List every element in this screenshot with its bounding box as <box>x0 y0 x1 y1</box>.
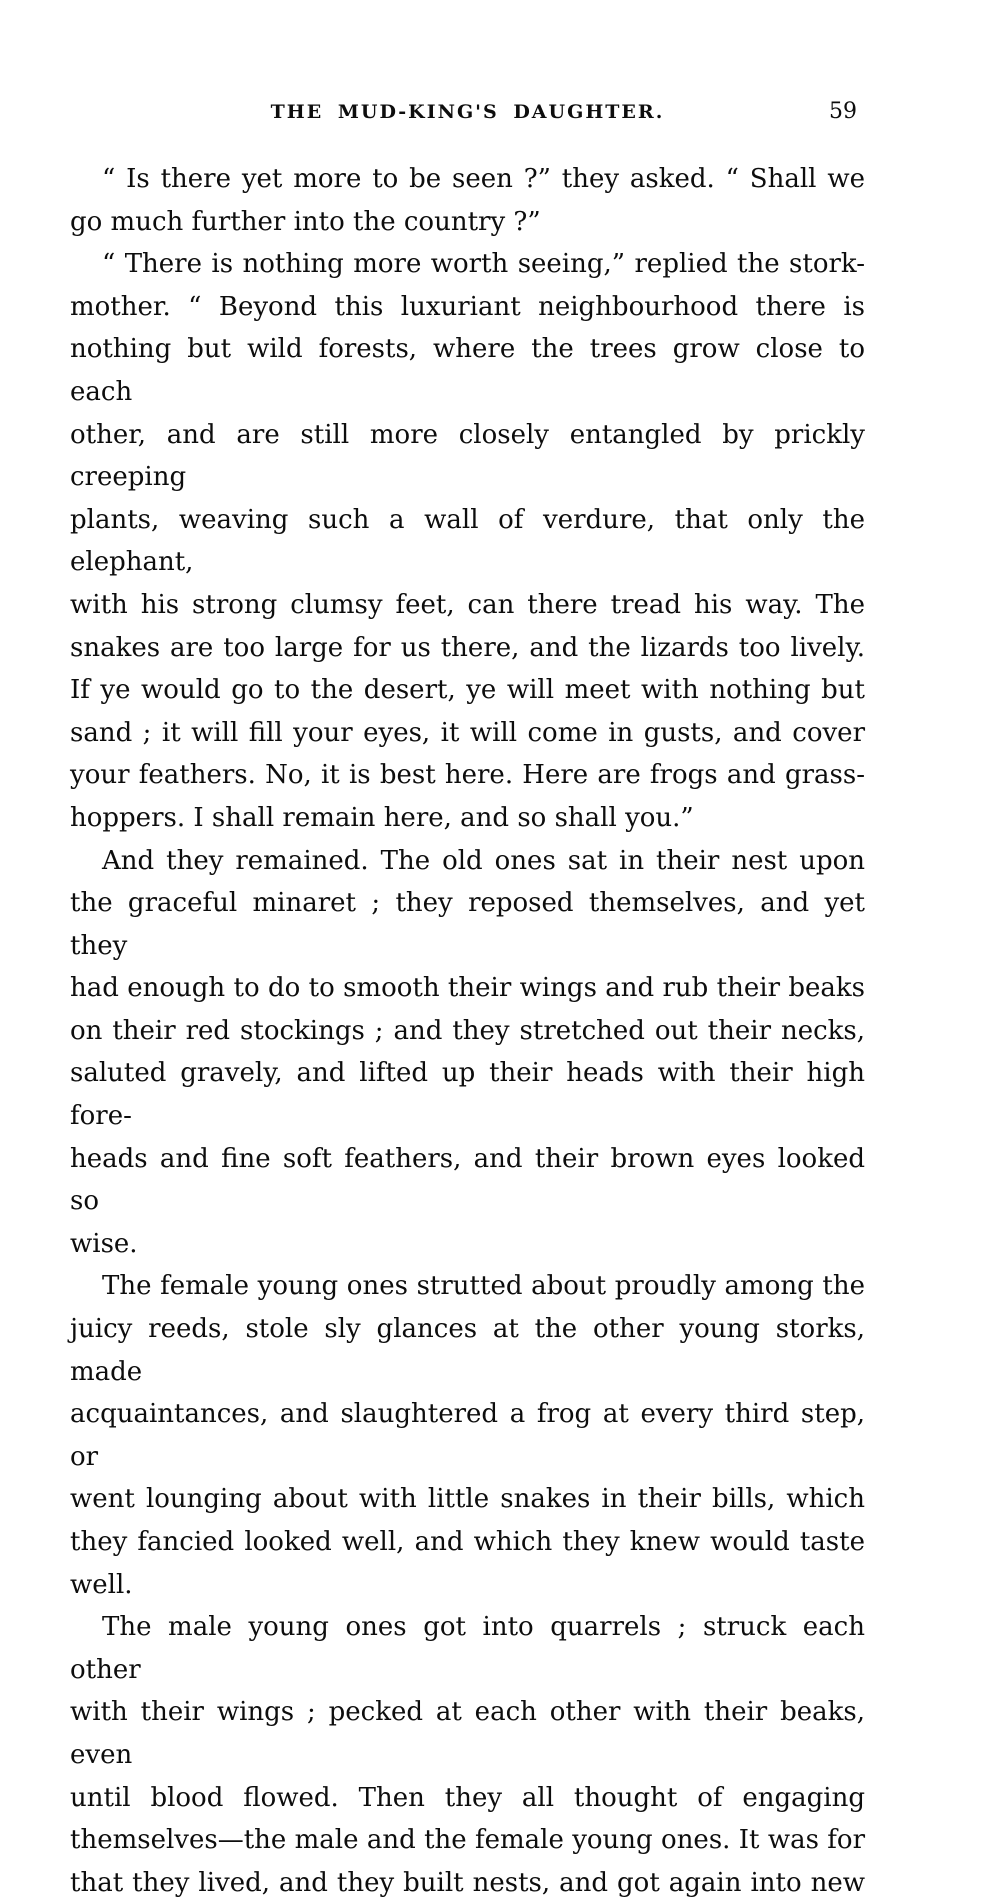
text-line: on their red stockings ; and they stretched out their necks, <box>70 1015 865 1046</box>
running-header <box>70 101 865 131</box>
text-line: saluted gravely, and lifted up their heads with their high fore- <box>70 1058 865 1132</box>
text-line: snakes are too large for us there, and the lizards too lively. <box>70 632 865 663</box>
text-line: other, and are still more closely entangled by prickly creeping <box>70 419 865 493</box>
paragraph <box>70 1265 865 1606</box>
text-line: hoppers. I shall remain here, and so shall you.” <box>70 802 694 833</box>
body-text <box>70 158 865 1904</box>
text-line: “ Is there yet more to be seen ?” they asked. “ Shall we <box>102 164 865 194</box>
text-line: The female young ones strutted about proudly among the <box>102 1271 865 1302</box>
text-line: heads and fine soft feathers, and their brown eyes looked so <box>70 1143 865 1217</box>
text-line: with their wings ; pecked at each other with their beaks, even <box>70 1697 865 1770</box>
paragraph <box>70 840 865 1266</box>
text-line: If ye would go to the desert, ye will meet with nothing but <box>70 675 865 706</box>
text-line: plants, weaving such a wall of verdure, that only the elephant, <box>70 504 865 578</box>
paragraph <box>70 1606 865 1904</box>
text-line: sand ; it will fill your eyes, it will come in gusts, and cover <box>70 717 865 748</box>
text-line: wise. <box>70 1228 138 1259</box>
running-header-title: THE MUD-KING'S DAUGHTER. <box>270 101 665 123</box>
page-number: 59 <box>829 99 857 124</box>
paragraph <box>70 158 865 243</box>
text-line: And they remained. The old ones sat in their nest upon <box>102 845 865 876</box>
text-line: with his strong clumsy feet, can there tread his way. The <box>70 589 865 620</box>
text-line: “ There is nothing more worth seeing,” replied the stork- <box>102 249 865 280</box>
text-line: well. <box>70 1569 133 1600</box>
text-line: had enough to do to smooth their wings and rub their beaks <box>70 973 865 1004</box>
text-line: your feathers. No, it is best here. Here are frogs and grass- <box>70 760 865 791</box>
text-line: until blood flowed. Then they all thought of engaging <box>70 1782 865 1813</box>
text-line: they fancied looked well, and which they knew would taste <box>70 1527 865 1557</box>
text-line: that they lived, and they built nests, and got again into new <box>70 1867 865 1898</box>
text-line: juicy reeds, stole sly glances at the other young storks, made <box>70 1314 865 1387</box>
text-line: themselves—the male and the female young ones. It was for <box>70 1825 865 1856</box>
text-line: went lounging about with little snakes in their bills, which <box>70 1484 865 1515</box>
text-line: go much further into the country ?” <box>70 206 541 237</box>
text-line: The male young ones got into quarrels ; struck each other <box>70 1612 865 1685</box>
text-line: mother. “ Beyond this luxuriant neighbourhood there is <box>70 291 865 322</box>
paragraph <box>70 243 865 839</box>
text-line: nothing but wild forests, where the trees grow close to each <box>70 334 865 407</box>
text-line: acquaintances, and slaughtered a frog at every third step, or <box>70 1399 865 1472</box>
text-line: the graceful minaret ; they reposed themselves, and yet they <box>70 888 865 961</box>
